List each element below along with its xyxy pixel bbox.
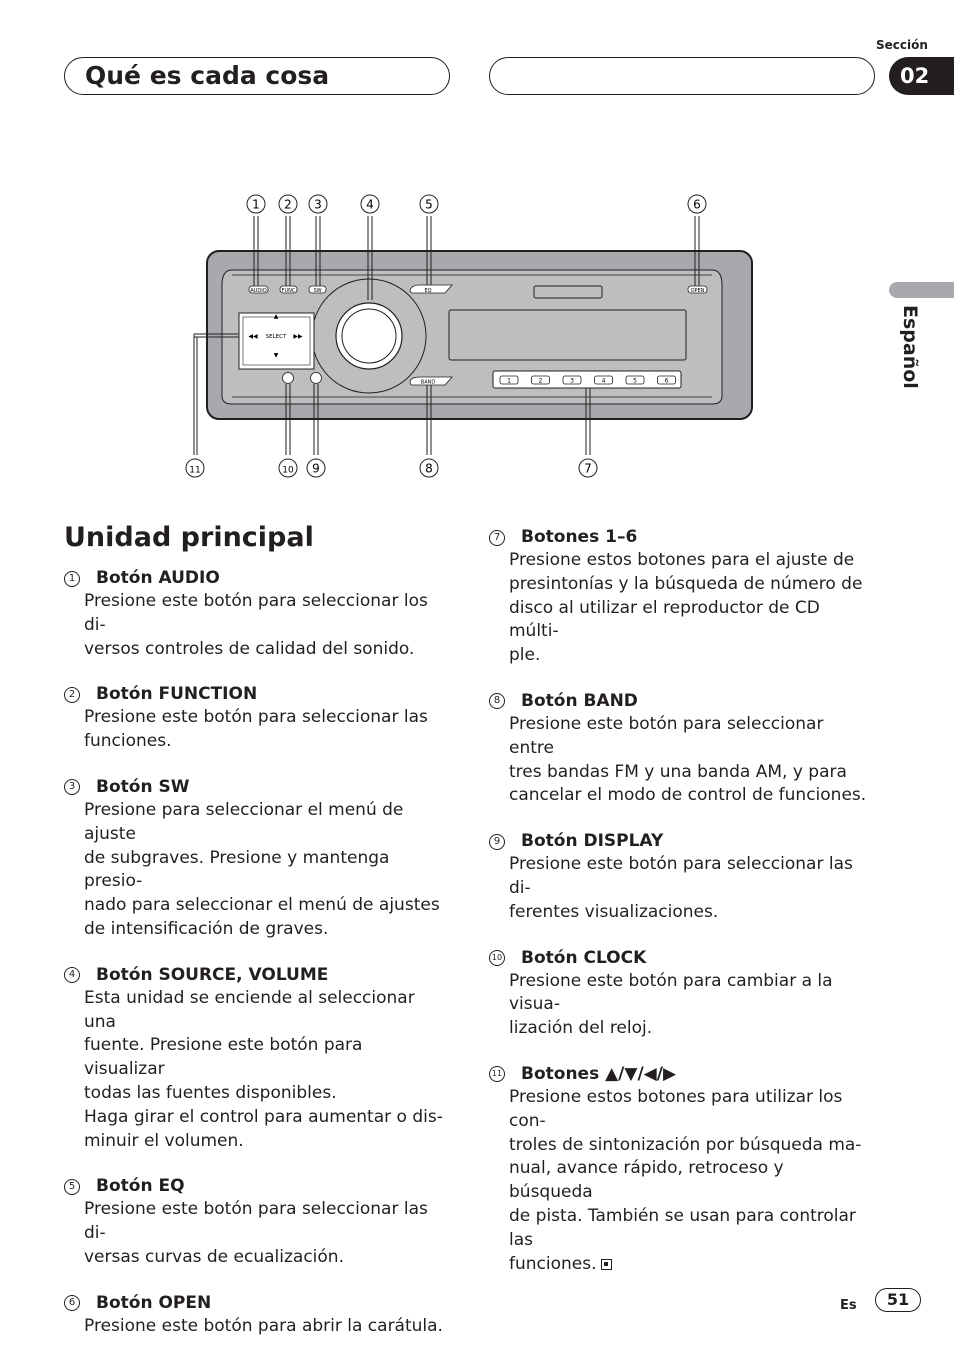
preset-label: 4 [601, 377, 606, 385]
callout-1 [247, 195, 265, 213]
item-number: 11 [489, 1066, 505, 1082]
item-number: 6 [64, 1295, 80, 1311]
item-heading [64, 776, 444, 799]
item-description [64, 590, 444, 661]
preset-label: 3 [570, 377, 574, 385]
item-description-text: Presione para seleccionar el menú de ajuste de subgraves. Presione y mantenga presio- nado para seleccionar el menú de ajustes de intensificación de graves. [84, 799, 440, 939]
item-11 [489, 1063, 869, 1276]
head-unit-diagram [0, 0, 954, 500]
item-2 [64, 683, 444, 754]
items-column-right [489, 526, 869, 1298]
callout-5 [420, 195, 438, 213]
preset-label: 1 [507, 377, 511, 385]
callout-number: 4 [366, 197, 374, 212]
display-window [449, 310, 686, 360]
left-arrow: ◀◀ [248, 333, 258, 340]
item-8 [489, 690, 869, 808]
band-button-label: BAND [420, 379, 436, 386]
item-description-text: Presione estos botones para el ajuste de presintonías y la búsqueda de número de disco al utilizar el reproductor de CD múlti- ple. [509, 550, 863, 666]
callout-2 [279, 195, 297, 213]
item-description-text: Presione este botón para seleccionar entre tres bandas FM y una banda AM, y para cancelar el modo de control de funciones. [509, 713, 867, 806]
item-description [489, 713, 869, 808]
item-description-text: Presione este botón para seleccionar las funciones. [84, 707, 428, 752]
item-description [64, 1315, 444, 1339]
item-number: 5 [64, 1179, 80, 1195]
select-pad [239, 313, 314, 369]
select-label: SELECT [265, 334, 287, 340]
callout-number: 9 [312, 461, 320, 476]
callout-7 [579, 459, 597, 477]
slot [534, 286, 602, 298]
item-title: Botones ▲/▼/◀/▶ [521, 1063, 677, 1084]
preset-label: 2 [538, 377, 543, 385]
item-title: Botón OPEN [96, 1292, 212, 1313]
callout-9 [307, 459, 325, 477]
item-description [489, 853, 869, 924]
item-description-text: Presione este botón para seleccionar las di- ferentes visualizaciones. [509, 854, 853, 922]
item-heading [64, 964, 444, 987]
open-button-label: OPEN [690, 288, 705, 294]
callout-number: 10 [282, 465, 294, 476]
callout-3 [309, 195, 327, 213]
section-title: Unidad principal [64, 522, 314, 553]
callout-number: 2 [284, 197, 292, 212]
item-title: Botón AUDIO [96, 568, 220, 588]
callout-number: 11 [189, 465, 201, 476]
item-title: Botones 1–6 [521, 527, 638, 547]
item-heading [64, 1175, 444, 1198]
callout-number: 7 [584, 461, 592, 476]
item-title: Botón BAND [521, 690, 638, 711]
callout-4 [361, 195, 379, 213]
item-heading [64, 1292, 444, 1315]
callout-number: 3 [314, 197, 322, 212]
clock-button [283, 373, 294, 384]
func-button-label: FUNC [281, 288, 296, 294]
callout-10 [279, 459, 297, 477]
item-number: 8 [489, 693, 505, 709]
section-label: Sección [876, 38, 928, 52]
sw-button-label: SW [313, 288, 322, 294]
item-description-text: Presione estos botones para utilizar los con- troles de sintonización por búsqueda ma- nual, avance rápido, retroceso y búsqueda de pista. También se usan para controlar las funciones. [509, 1086, 862, 1274]
item-title: Botón EQ [96, 1176, 185, 1197]
item-6 [64, 1292, 444, 1339]
callout-11 [186, 459, 204, 477]
item-title: Botón SW [96, 776, 190, 797]
preset-label: 6 [664, 377, 669, 385]
item-description-text: Presione este botón para seleccionar los di- versos controles de calidad del sonido. [84, 591, 428, 659]
item-9 [489, 830, 869, 924]
down-arrow: ▼ [273, 352, 279, 359]
callout-number: 5 [425, 197, 433, 212]
callout-number: 8 [425, 461, 433, 476]
item-description-text: Presione este botón para seleccionar las di- versas curvas de ecualización. [84, 1199, 428, 1267]
item-heading [489, 690, 869, 713]
item-1 [64, 567, 444, 661]
footer-language-code: Es [840, 1298, 857, 1313]
source-volume-knob [336, 303, 402, 369]
item-number: 2 [64, 687, 80, 703]
item-heading [489, 526, 869, 549]
item-title: Botón DISPLAY [521, 831, 664, 852]
preset-buttons-group [493, 371, 681, 388]
item-description [64, 799, 444, 942]
language-label: Español [899, 305, 921, 389]
item-10 [489, 947, 869, 1041]
item-3 [64, 776, 444, 942]
preset-label: 5 [633, 377, 637, 385]
item-4 [64, 964, 444, 1154]
item-description-text: Presione este botón para abrir la carátula. [84, 1315, 443, 1336]
item-heading [489, 947, 869, 970]
item-number: 9 [489, 834, 505, 850]
end-mark-icon [601, 1259, 612, 1270]
item-description-text: Presione este botón para cambiar a la visua- lización del reloj. [509, 970, 833, 1039]
audio-button-label: AUDIO [250, 288, 267, 294]
item-7 [489, 526, 869, 668]
item-number: 1 [64, 571, 80, 587]
right-arrow: ▶▶ [293, 333, 303, 340]
item-number: 4 [64, 967, 80, 983]
item-title: Botón SOURCE, VOLUME [96, 964, 329, 985]
callout-8 [420, 459, 438, 477]
item-number: 3 [64, 779, 80, 795]
item-title: Botón FUNCTION [96, 684, 258, 705]
item-title: Botón CLOCK [521, 947, 647, 968]
item-description [489, 549, 869, 668]
eq-button-label: EQ [424, 288, 432, 294]
items-column-left [64, 567, 444, 1361]
item-number: 10 [489, 950, 505, 966]
item-description [64, 706, 444, 754]
item-5 [64, 1175, 444, 1269]
up-arrow: ▲ [273, 313, 279, 320]
page-title: Qué es cada cosa [85, 61, 330, 90]
page-number: 51 [875, 1288, 921, 1312]
item-heading [64, 683, 444, 706]
item-description [489, 970, 869, 1041]
item-description [64, 987, 444, 1154]
item-description-text: Esta unidad se enciende al seleccionar una fuente. Presione este botón para visualizar todas las fuentes disponibles. Haga girar el control para aumentar o dis- minuir el volumen. [84, 987, 443, 1151]
item-heading [489, 1063, 869, 1086]
callout-number: 1 [252, 197, 260, 212]
callout-6 [688, 195, 706, 213]
section-number-badge: 02 [889, 57, 954, 95]
callout-number: 6 [693, 197, 701, 212]
item-number: 7 [489, 530, 505, 546]
display-button [311, 373, 322, 384]
item-description [64, 1198, 444, 1269]
item-heading [489, 830, 869, 853]
item-heading [64, 567, 444, 590]
item-description [489, 1086, 869, 1276]
